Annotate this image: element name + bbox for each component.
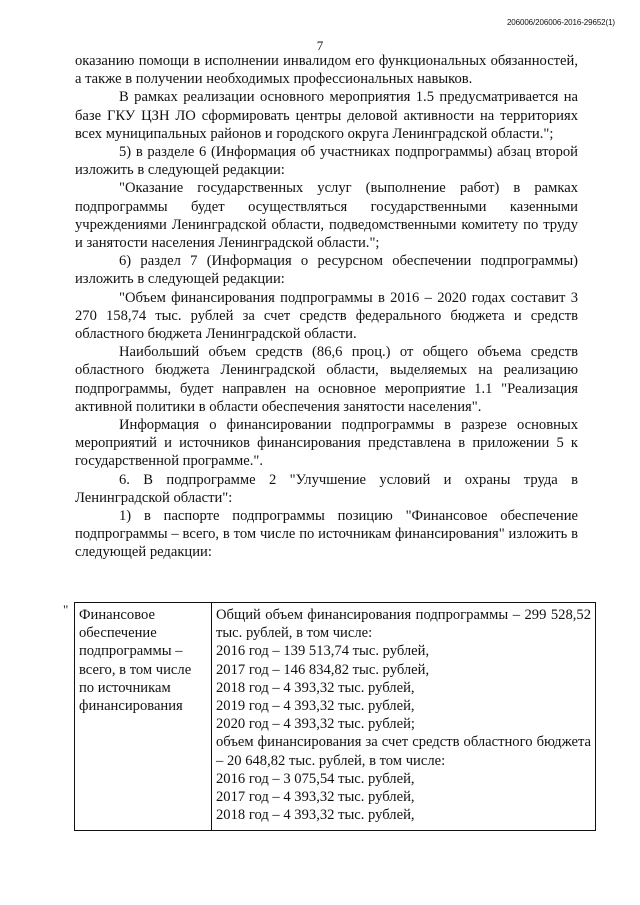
paragraph: Информация о финансировании подпрограммы в разрезе основных мероприятий и источников финансирования представлена в приложении 5 к государственной программе.".	[75, 417, 578, 470]
value-line: объем финансирования за счет средств областного бюджета – 20 648,82 тыс. рублей, в том числе:	[216, 734, 591, 769]
label-line: подпрограммы –	[79, 643, 183, 660]
table-cell-label	[75, 603, 212, 831]
value-line: 2016 год – 139 513,74 тыс. рублей,	[216, 643, 430, 660]
paragraph-quote: "Оказание государственных услуг (выполнение работ) в рамках подпрограммы будет осуществляться государственными казенными учреждениями Ленинградской области, подведомственными комитету по труду и занятости населения Ленинградской области.";	[75, 180, 578, 252]
value-line: 2017 год – 4 393,32 тыс. рублей,	[216, 789, 415, 806]
value-line: 2019 год – 4 393,32 тыс. рублей,	[216, 698, 415, 715]
opening-quote-mark: "	[63, 602, 69, 617]
paragraph-continuation: оказанию помощи в исполнении инвалидом его функциональных обязанностей, а также в получении необходимых профессиональных навыков.	[75, 53, 578, 88]
table-row	[75, 603, 596, 831]
paragraph: Наибольший объем средств (86,6 проц.) от общего объема средств областного бюджета Ленинградской области, выделяемых на реализацию подпрограммы, будет направлен на основное мероприятие 1.1 "Реализация активной политики в области обеспечения занятости населения".	[75, 344, 578, 415]
paragraph: 6. В подпрограмме 2 "Улучшение условий и охраны труда в Ленинградской области":	[75, 471, 578, 506]
table-cell-value	[212, 603, 596, 831]
value-line: 2018 год – 4 393,32 тыс. рублей,	[216, 807, 415, 824]
document-id: 206006/206006-2016-29652(1)	[506, 18, 615, 27]
label-line: по источникам	[79, 679, 171, 696]
paragraph-quote: "Объем финансирования подпрограммы в 2016 – 2020 годах составит 3 270 158,74 тыс. рублей за счет средств федерального бюджета и средств областного бюджета Ленинградской области.	[75, 289, 578, 343]
value-line: 2016 год – 3 075,54 тыс. рублей,	[216, 770, 415, 787]
financing-table	[74, 602, 596, 831]
value-line: 2020 год – 4 393,32 тыс. рублей;	[216, 716, 415, 733]
paragraph: В рамках реализации основного мероприятия 1.5 предусматривается на базе ГКУ ЦЗН ЛО сформировать центры деловой активности на территориях всех муниципальных районов и городского округа Ленинградской области.";	[75, 89, 578, 142]
value-line: 2017 год – 146 834,82 тыс. рублей,	[216, 661, 430, 678]
page-number: 7	[316, 38, 324, 53]
paragraph: 5) в разделе 6 (Информация об участниках подпрограммы) абзац второй изложить в следующей редакции:	[75, 144, 578, 179]
label-line: всего, в том числе	[79, 661, 192, 678]
paragraph: 1) в паспорте подпрограммы позицию "Финансовое обеспечение подпрограммы – всего, в том числе по источникам финансирования" изложить в следующей редакции:	[75, 508, 578, 561]
value-line: 2018 год – 4 393,32 тыс. рублей,	[216, 679, 415, 696]
paragraph: 6) раздел 7 (Информация о ресурсном обеспечении подпрограммы) изложить в следующей редакции:	[75, 253, 578, 288]
label-line: обеспечение	[79, 625, 157, 642]
label-line: Финансовое	[79, 607, 155, 623]
value-line: Общий объем финансирования подпрограммы – 299 528,52 тыс. рублей, в том числе:	[216, 607, 591, 642]
document-body	[75, 52, 578, 562]
label-line: финансирования	[79, 698, 183, 715]
